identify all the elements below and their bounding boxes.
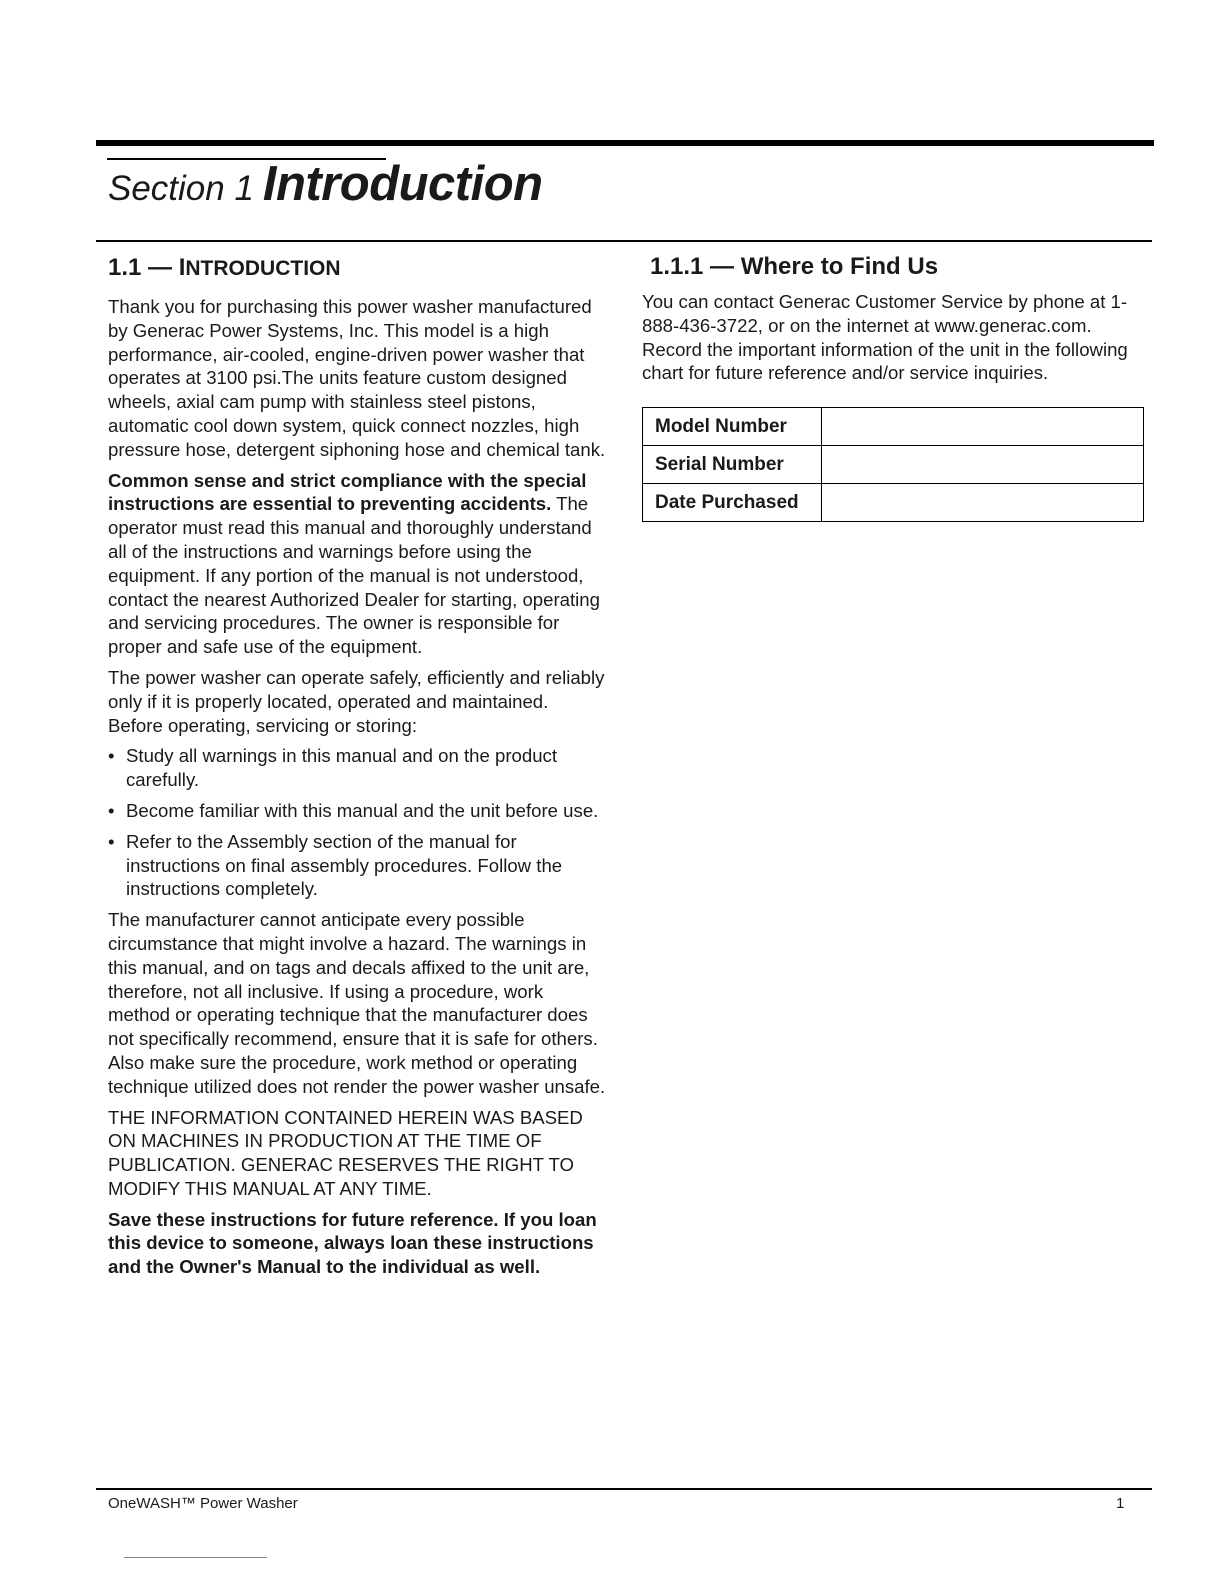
table-value xyxy=(821,484,1143,522)
list-item xyxy=(108,744,608,792)
list-item-text: Become familiar with this manual and the unit before use. xyxy=(126,799,599,821)
intro-heading-text: NTRODUCTION xyxy=(185,257,341,280)
precaution-list xyxy=(108,744,608,901)
table-value xyxy=(821,408,1143,446)
intro-paragraph-3: The power washer can operate safely, efficiently and reliably only if it is properly located, operated and maintained. Before operating, servicing or storing: xyxy=(108,666,605,736)
intro-heading-number: 1.1 — I xyxy=(108,254,186,281)
section-title xyxy=(108,157,543,211)
intro-paragraph-5: THE INFORMATION CONTAINED HEREIN WAS BASED ON MACHINES IN PRODUCTION AT THE TIME OF PUBLICATION. GENERAC RESERVES THE RIGHT TO MODIFY THIS MANUAL AT ANY TIME. xyxy=(108,1106,583,1199)
table-label: Date Purchased xyxy=(643,484,822,522)
section-label: Section 1 xyxy=(108,169,254,208)
right-column xyxy=(642,252,1144,522)
unit-info-table xyxy=(642,407,1144,522)
list-item-text: Study all warnings in this manual and on the product carefully. xyxy=(126,745,558,791)
footer-title: OneWASH™ Power Washer xyxy=(108,1495,298,1512)
list-item-text: Refer to the Assembly section of the manual for instructions on final assembly procedures. Follow the instructions completely. xyxy=(126,830,563,900)
list-item xyxy=(108,830,608,901)
footer-rule xyxy=(96,1488,1152,1490)
table-label: Serial Number xyxy=(643,446,822,484)
bullet-icon: • xyxy=(108,830,115,852)
footer-link-underline xyxy=(124,1557,267,1558)
intro-paragraph-2-bold: Common sense and strict compliance with the special instructions are essential to preventing accidents. xyxy=(108,469,587,515)
table-row xyxy=(643,484,1144,522)
page-number: 1 xyxy=(1116,1495,1125,1512)
intro-paragraph-2-rest: The operator must read this manual and thoroughly understand all of the instructions and warnings before using the equipment. If any portion of the manual is not understood, contact the nearest Authorized Dealer for starting, operating and servicing procedures. The owner is responsible for proper and safe use of the equipment. xyxy=(108,493,600,658)
find-us-paragraph: You can contact Generac Customer Service by phone at 1-888-436-3722, or on the internet at www.generac.com. Record the important information of the unit in the following chart for future reference and/or service inquiries. xyxy=(642,291,1128,384)
bullet-icon: • xyxy=(108,745,115,767)
table-row xyxy=(643,446,1144,484)
left-column xyxy=(108,252,608,1286)
table-value xyxy=(821,446,1143,484)
bullet-icon: • xyxy=(108,799,115,821)
table-label: Model Number xyxy=(643,408,822,446)
intro-paragraph-4: The manufacturer cannot anticipate every possible circumstance that might involve a hazard. The warnings in this manual, and on tags and decals affixed to the unit are, therefore, not all inclusive. If using a procedure, work method or operating technique that the manufacturer does not specifically recommend, ensure that it is safe for others. Also make sure the procedure, work method or operating technique utilized does not render the power washer unsafe. xyxy=(108,909,606,1097)
list-item xyxy=(108,799,608,823)
intro-paragraph-6: Save these instructions for future reference. If you loan this device to someone, always loan these instructions and the Owner's Manual to the individual as well. xyxy=(108,1208,597,1278)
table-row xyxy=(643,408,1144,446)
header-rule xyxy=(96,240,1152,242)
section-name: Introduction xyxy=(262,157,543,211)
intro-paragraph-1: Thank you for purchasing this power washer manufactured by Generac Power Systems, Inc. This model is a high performance, air-cooled, engine-driven power washer that operates at 3100 psi.The units feature custom designed wheels, axial cam pump with stainless steel pistons, automatic cool down system, quick connect nozzles, high pressure hose, detergent siphoning hose and chemical tank. xyxy=(108,296,606,460)
find-us-heading: 1.1.1 — Where to Find Us xyxy=(650,253,939,280)
intro-paragraph-2 xyxy=(108,469,608,659)
top-rule xyxy=(96,140,1154,146)
intro-heading xyxy=(108,252,608,285)
